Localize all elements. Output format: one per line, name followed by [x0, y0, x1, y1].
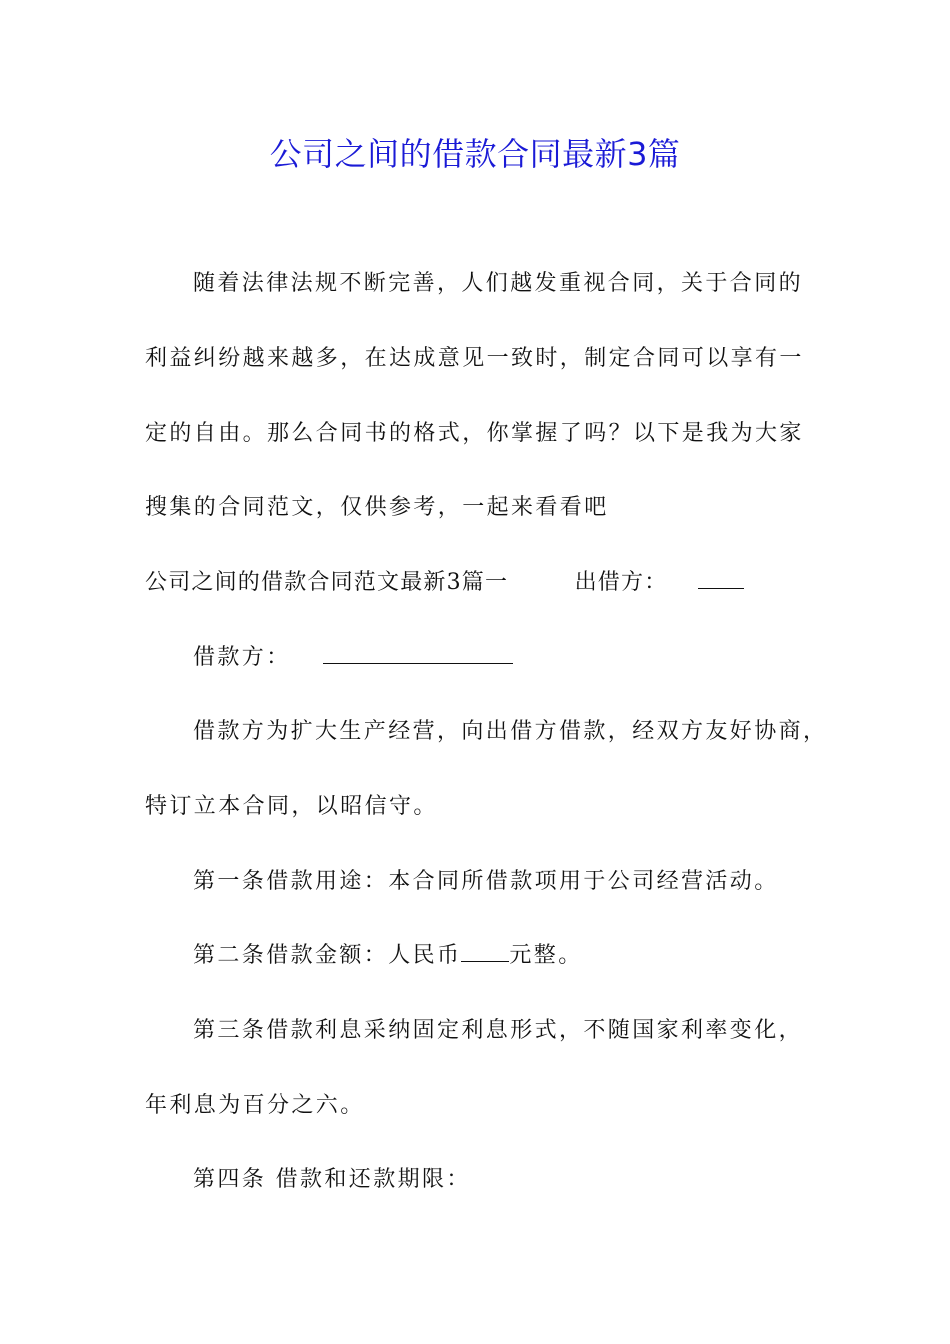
intro-line-1: 随着法律法规不断完善，人们越发重视合同，关于合同的	[193, 271, 804, 296]
section-heading: 公司之间的借款合同范文最新3篇一	[145, 570, 509, 595]
purpose-line-1: 借款方为扩大生产经营，向出借方借款，经双方友好协商，	[193, 719, 828, 744]
article-2-suffix: 元整。	[509, 943, 583, 968]
lender-blank	[698, 568, 744, 589]
article-2	[193, 940, 583, 972]
article-4: 第四条 借款和还款期限：	[193, 1167, 471, 1192]
borrower-blank	[323, 643, 513, 664]
article-1: 第一条借款用途：本合同所借款项用于公司经营活动。	[193, 869, 779, 894]
intro-line-3: 定的自由。那么合同书的格式，你掌握了吗？以下是我为大家	[145, 421, 804, 446]
article-3-line-2: 年利息为百分之六。	[145, 1093, 365, 1118]
purpose-line-2: 特订立本合同，以昭信守。	[145, 794, 438, 819]
lender-label: 出借方：	[574, 570, 668, 595]
borrower-label: 借款方：	[193, 645, 291, 670]
article-3-line-1: 第三条借款利息采纳固定利息形式，不随国家利率变化，	[193, 1018, 804, 1043]
section-heading-row	[145, 567, 744, 599]
intro-line-4: 搜集的合同范文，仅供参考，一起来看看吧	[145, 495, 609, 520]
article-2-prefix: 第二条借款金额：人民币	[193, 943, 462, 968]
page-title: 公司之间的借款合同最新3篇	[269, 135, 681, 173]
amount-blank	[461, 941, 509, 962]
borrower-row	[193, 642, 513, 674]
intro-line-2: 利益纠纷越来越多，在达成意见一致时，制定合同可以享有一	[145, 346, 804, 371]
